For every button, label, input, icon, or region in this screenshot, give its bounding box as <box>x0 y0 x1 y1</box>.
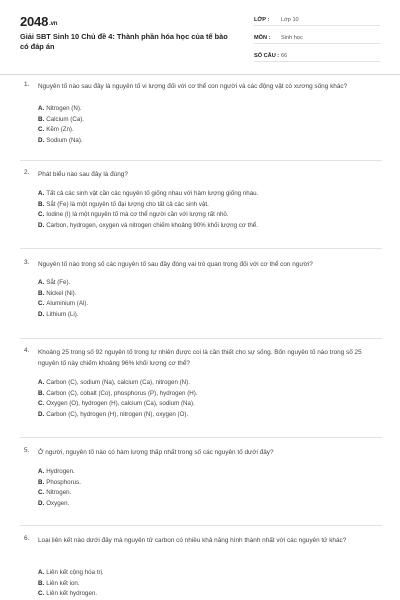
logo-suffix: .vn <box>49 21 58 27</box>
question-divider <box>20 338 382 339</box>
meta-subject-value: Sinh học <box>281 34 303 41</box>
option-text: Lithium (Li). <box>46 310 79 318</box>
question-number: 2. <box>24 169 30 176</box>
question-divider <box>20 160 382 161</box>
option-a[interactable] <box>38 278 380 289</box>
option-text: Carbon, hydrogen, oxygen và nitrogen chiếm khoảng 90% khối lượng cơ thể. <box>46 221 258 229</box>
option-text: Oxygen. <box>46 499 70 507</box>
option-c[interactable] <box>38 488 380 499</box>
option-text: Nickel (Ni). <box>46 289 77 297</box>
answer-options <box>38 104 380 146</box>
question-number: 3. <box>24 259 30 266</box>
option-letter: B. <box>38 579 45 587</box>
meta-subject-key: MÔN : <box>254 34 271 41</box>
option-letter: C. <box>38 400 45 407</box>
option-b[interactable] <box>38 389 380 400</box>
question-text: Nguyên tố nào sau đây là nguyên tố vi lượng đối với cơ thể con người và các động vật có xương sống khác? <box>38 83 348 90</box>
logo-text: 2048 <box>20 14 49 29</box>
option-letter: D. <box>38 310 45 318</box>
option-text: Sắt (Fe) là một nguyên tố đại lượng cho tất cả các sinh vật. <box>46 200 209 208</box>
option-letter: A. <box>38 105 45 112</box>
option-letter: A. <box>38 379 45 386</box>
meta-class-value: Lớp 10 <box>281 16 299 23</box>
question-number: 1. <box>24 81 30 88</box>
answer-options <box>38 467 380 509</box>
option-letter: D. <box>38 410 45 418</box>
question-divider <box>20 248 382 249</box>
question-text: Nguyên tố nào trong số các nguyên tố sau đây đóng vai trò quan trọng đối với cơ thể con người? <box>38 261 313 268</box>
option-b[interactable] <box>38 289 380 300</box>
option-c[interactable] <box>38 125 380 136</box>
meta-count-value: 66 <box>281 52 288 59</box>
option-text: Phosphorus. <box>46 478 81 486</box>
option-letter: C. <box>38 590 45 597</box>
option-letter: A. <box>38 468 45 475</box>
option-a[interactable] <box>38 104 380 115</box>
option-c[interactable] <box>38 589 380 600</box>
option-d[interactable] <box>38 221 380 232</box>
option-letter: B. <box>38 478 45 486</box>
option-d[interactable] <box>38 136 380 147</box>
option-c[interactable] <box>38 299 380 310</box>
option-b[interactable] <box>38 478 380 489</box>
option-a[interactable] <box>38 568 380 579</box>
option-b[interactable] <box>38 200 380 211</box>
option-text: Nitrogen (N). <box>46 105 82 112</box>
option-text: Liên kết ion. <box>46 579 80 587</box>
question-divider <box>20 525 382 526</box>
option-letter: C. <box>38 126 45 133</box>
option-letter: A. <box>38 190 45 197</box>
option-letter: C. <box>38 211 45 218</box>
option-c[interactable] <box>38 210 380 221</box>
option-text: Aluminium (Al). <box>46 300 89 307</box>
option-text: Oxygen (O), hydrogen (H), calcium (Ca), sodium (Na). <box>46 400 195 407</box>
option-d[interactable] <box>38 499 380 510</box>
option-b[interactable] <box>38 579 380 590</box>
option-text: Carbon (C), hydrogen (H), nitrogen (N), oxygen (O). <box>46 410 189 418</box>
question-text: Khoảng 25 trong số 92 nguyên tố trong tự nhiên được coi là cần thiết cho sự sống. Bốn nguyên tố nào trong số 25 nguyên tố này chiếm khoảng 96% khối lượng cơ thể? <box>38 349 362 367</box>
meta-count <box>254 50 380 62</box>
option-letter: A. <box>38 569 45 576</box>
option-text: Liên kết hydrogen. <box>46 590 98 597</box>
option-letter: B. <box>38 289 45 297</box>
option-letter: B. <box>38 115 45 123</box>
document-title: Giải SBT Sinh 10 Chủ đề 4: Thành phần hóa học của tế bào có đáp án <box>20 32 228 51</box>
option-a[interactable] <box>38 378 380 389</box>
answer-options <box>38 189 380 231</box>
answer-options <box>38 378 380 420</box>
answer-options <box>38 278 380 320</box>
option-a[interactable] <box>38 189 380 200</box>
meta-class-key: LỚP : <box>254 16 270 23</box>
option-letter: C. <box>38 489 45 496</box>
question-number: 6. <box>24 535 30 542</box>
option-text: Liên kết cộng hóa trị. <box>46 569 104 576</box>
option-a[interactable] <box>38 467 380 478</box>
option-text: Tất cả các sinh vật cần các nguyên tố giống nhau với hàm lượng giống nhau. <box>46 190 259 197</box>
option-letter: A. <box>38 279 45 286</box>
option-c[interactable] <box>38 399 380 410</box>
site-logo[interactable] <box>20 14 57 29</box>
meta-subject <box>254 32 380 44</box>
option-text: Sắt (Fe). <box>46 279 71 286</box>
option-text: Carbon (C), sodium (Na), calcium (Ca), nitrogen (N). <box>46 379 190 386</box>
option-text: Kẽm (Zn). <box>46 126 74 133</box>
question-text: Phát biểu nào sau đây là đúng? <box>38 171 128 178</box>
option-text: Hydrogen. <box>46 468 75 475</box>
header-divider <box>0 74 400 75</box>
question-number: 4. <box>24 347 30 354</box>
option-letter: C. <box>38 300 45 307</box>
question-number: 5. <box>24 447 30 454</box>
option-text: Calcium (Ca). <box>46 115 85 123</box>
option-letter: D. <box>38 499 45 507</box>
question-text: Ở người, nguyên tố nào có hàm lượng thấp nhất trong số các nguyên tố dưới đây? <box>38 449 274 456</box>
option-letter: D. <box>38 221 45 229</box>
meta-count-key: SỐ CÂU : <box>254 52 280 59</box>
option-letter: B. <box>38 389 45 397</box>
option-text: Sodium (Na). <box>46 136 83 144</box>
option-text: Iodine (I) là một nguyên tố mà cơ thể người cần với lượng rất nhỏ. <box>46 211 229 218</box>
option-d[interactable] <box>38 310 380 321</box>
option-text: Carbon (C), cobalt (Co), phosphorus (P), hydrogen (H). <box>46 389 198 397</box>
answer-options <box>38 568 380 600</box>
option-letter: B. <box>38 200 45 208</box>
option-text: Nitrogen. <box>46 489 72 496</box>
option-d[interactable] <box>38 410 380 421</box>
meta-class <box>254 14 380 26</box>
option-letter: D. <box>38 136 45 144</box>
question-text: Loại liên kết nào dưới đây mà nguyên tử carbon có nhiều khả năng hình thành nhất với các nguyên tử khác? <box>38 537 347 544</box>
document-meta <box>254 14 380 68</box>
option-b[interactable] <box>38 115 380 126</box>
page-header <box>0 0 400 70</box>
question-divider <box>20 437 382 438</box>
